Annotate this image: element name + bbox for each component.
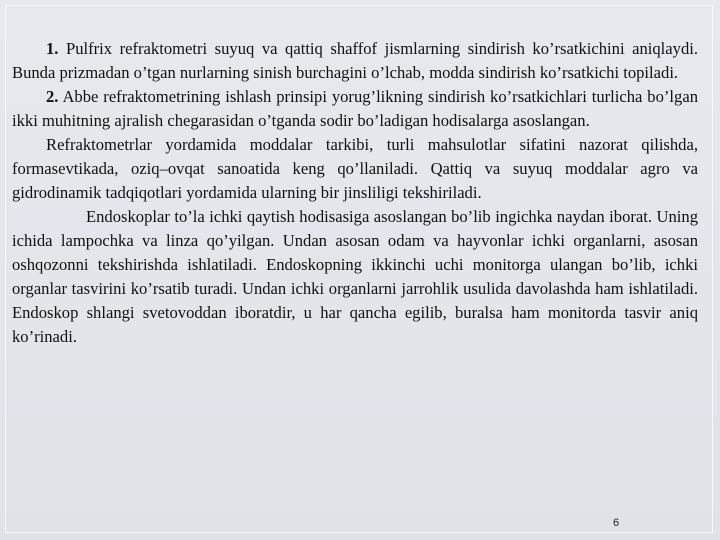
paragraph-text: Endoskoplar to’la ichki qaytish hodisasiga asoslangan bo’lib ingichka naydan iborat. Uning ichida lampochka va linza qo’yilgan. Undan asosan odam va hayvonlar ichki organlarni, asosan oshqozonni tekshirishda ishlatiladi. Endoskopning ikkinchi uchi monitorga ulangan bo’lib, ichki organlar tasvirini ko’rsatib turadi. Undan ichki organlarni jarrohlik usulida davolashda ham ishlatiladi. Endoskop shlangi svetovoddan iboratdir, u har qancha egilib, buralsa ham monitorda tasvir aniq ko’rinadi.: [12, 207, 698, 346]
paragraph-4: [12, 205, 698, 349]
paragraph-3: [12, 133, 698, 205]
page-number: 6: [613, 517, 620, 529]
paragraph-number: 1.: [46, 39, 59, 58]
paragraph-text: Refraktometrlar yordamida moddalar tarkibi, turli mahsulotlar sifatini nazorat qilishda, formasevtikada, oziq–ovqat sanoatida keng qo’llaniladi. Qattiq va suyuq moddalar agro va gidrodinamik tadqiqotlari yordamida ularning bir jinsliligi tekshiriladi.: [12, 135, 698, 202]
paragraph-text: Abbe refraktometrining ishlash prinsipi yorug’likning sindirish ko’rsatkichlari turlicha bo’lgan ikki muhitning ajralish chegarasidan o’tganda sodir bo’ladigan hodisalarga asoslangan.: [12, 87, 698, 130]
document-body: [12, 37, 698, 349]
paragraph-2: [12, 85, 698, 133]
paragraph-number: 2.: [46, 87, 59, 106]
paragraph-1: [12, 37, 698, 85]
paragraph-text: Pulfrix refraktometri suyuq va qattiq shaffof jismlarning sindirish ko’rsatkichini aniqlaydi. Bunda prizmadan o’tgan nurlarning sinish burchagini o’lchab, modda sindirish ko’rsatkichi topiladi.: [12, 39, 698, 82]
